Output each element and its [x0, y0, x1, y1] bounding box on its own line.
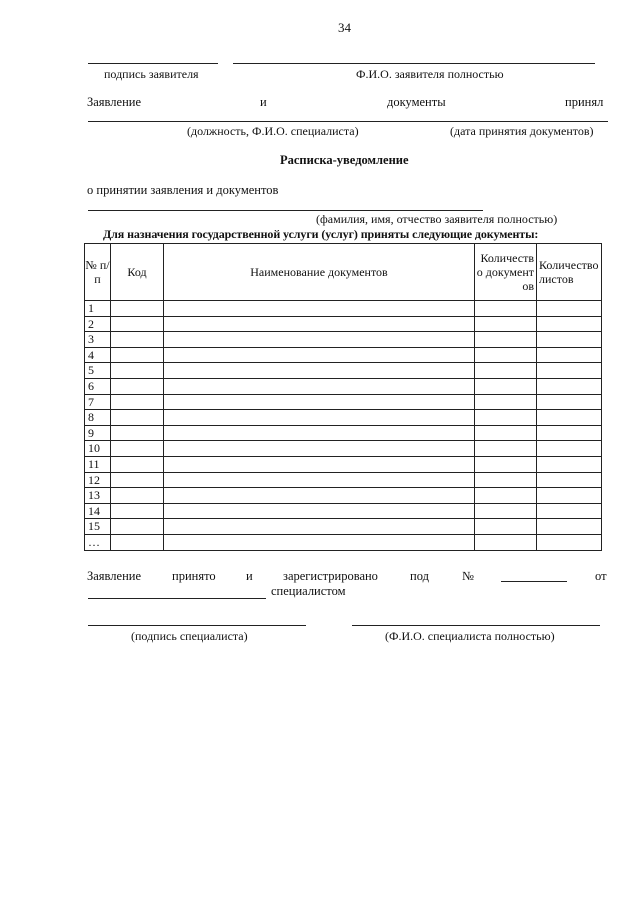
row-cell-name [164, 410, 475, 426]
row-cell-num: 8 [85, 410, 111, 426]
row-cell-qty-docs [475, 472, 537, 488]
row-cell-code [111, 378, 164, 394]
reg-date-line [88, 598, 266, 599]
table-row [85, 410, 602, 426]
row-cell-qty-docs [475, 316, 537, 332]
row-cell-qty-docs [475, 394, 537, 410]
row-cell-num: 4 [85, 347, 111, 363]
row-cell-num: 13 [85, 488, 111, 504]
table-row [85, 378, 602, 394]
row-cell-name [164, 441, 475, 457]
row-cell-num: 3 [85, 332, 111, 348]
applicant-signature-caption: подпись заявителя [104, 67, 199, 81]
row-cell-qty-docs [475, 441, 537, 457]
accepted-word-received: принял [565, 95, 604, 109]
row-cell-qty-sheets [537, 301, 602, 317]
row-cell-name [164, 488, 475, 504]
row-cell-code [111, 472, 164, 488]
table-row [85, 441, 602, 457]
table-row [85, 456, 602, 472]
receipt-subtitle: о принятии заявления и документов [87, 183, 279, 197]
table-row [85, 363, 602, 379]
row-cell-qty-docs [475, 332, 537, 348]
row-cell-num: 11 [85, 456, 111, 472]
specialist-signature-line [88, 625, 306, 626]
row-cell-name [164, 534, 475, 550]
applicant-name-caption: Ф.И.О. заявителя полностью [356, 67, 504, 81]
header-name: Наименование документов [164, 244, 475, 301]
reg-word-statement: Заявление [87, 569, 142, 583]
row-cell-qty-docs [475, 425, 537, 441]
table-row [85, 394, 602, 410]
applicant-name-line [233, 63, 595, 64]
reg-word-from: от [595, 569, 607, 583]
row-cell-name [164, 363, 475, 379]
reg-word-registered: зарегистрировано [283, 569, 378, 583]
row-cell-code [111, 456, 164, 472]
row-cell-code [111, 301, 164, 317]
row-cell-num: 10 [85, 441, 111, 457]
row-cell-qty-sheets [537, 316, 602, 332]
row-cell-code [111, 394, 164, 410]
accepted-word-documents: документы [387, 95, 446, 109]
specialist-name-caption: (Ф.И.О. специалиста полностью) [385, 629, 555, 643]
table-row [85, 316, 602, 332]
row-cell-qty-sheets [537, 472, 602, 488]
row-cell-name [164, 301, 475, 317]
row-cell-qty-sheets [537, 363, 602, 379]
page-number: 34 [338, 20, 351, 35]
accepted-word-and: и [260, 95, 267, 109]
header-code: Код [111, 244, 164, 301]
row-cell-code [111, 425, 164, 441]
specialist-position-caption: (должность, Ф.И.О. специалиста) [187, 124, 359, 138]
table-header-row [85, 244, 602, 301]
table-row [85, 425, 602, 441]
row-cell-num: 5 [85, 363, 111, 379]
row-cell-qty-docs [475, 410, 537, 426]
acceptance-date-caption: (дата принятия документов) [450, 124, 594, 138]
specialist-line [88, 121, 608, 122]
table-row [85, 488, 602, 504]
row-cell-code [111, 332, 164, 348]
row-cell-qty-sheets [537, 534, 602, 550]
table-row [85, 519, 602, 535]
row-cell-name [164, 425, 475, 441]
row-cell-name [164, 519, 475, 535]
row-cell-qty-sheets [537, 347, 602, 363]
applicant-fullname-line [88, 210, 483, 211]
reg-word-accepted: принято [172, 569, 216, 583]
row-cell-name [164, 347, 475, 363]
row-cell-qty-docs [475, 378, 537, 394]
row-cell-code [111, 519, 164, 535]
row-cell-code [111, 410, 164, 426]
table-heading: Для назначения государственной услуги (услуг) приняты следующие документы: [103, 227, 539, 241]
reg-word-and: и [246, 569, 253, 583]
row-cell-name [164, 332, 475, 348]
row-cell-code [111, 534, 164, 550]
row-cell-qty-sheets [537, 441, 602, 457]
row-cell-qty-sheets [537, 519, 602, 535]
row-cell-code [111, 347, 164, 363]
row-cell-qty-docs [475, 363, 537, 379]
row-cell-qty-sheets [537, 488, 602, 504]
table-row [85, 472, 602, 488]
row-cell-qty-docs [475, 519, 537, 535]
applicant-fullname-caption: (фамилия, имя, отчество заявителя полностью) [316, 212, 558, 226]
header-qty-docs: Количество документов [475, 244, 537, 301]
row-cell-name [164, 503, 475, 519]
applicant-signature-line [88, 63, 218, 64]
reg-number-sign: № [462, 569, 474, 583]
accepted-word-statement: Заявление [87, 95, 142, 109]
row-cell-qty-docs [475, 301, 537, 317]
row-cell-qty-sheets [537, 378, 602, 394]
table-row [85, 503, 602, 519]
row-cell-num: 2 [85, 316, 111, 332]
row-cell-qty-sheets [537, 332, 602, 348]
row-cell-num: 6 [85, 378, 111, 394]
row-cell-code [111, 441, 164, 457]
table-row [85, 347, 602, 363]
row-cell-num: 14 [85, 503, 111, 519]
reg-word-under: под [410, 569, 429, 583]
row-cell-name [164, 378, 475, 394]
row-cell-qty-docs [475, 347, 537, 363]
row-cell-code [111, 503, 164, 519]
receipt-title: Расписка-уведомление [280, 153, 409, 167]
row-cell-code [111, 488, 164, 504]
reg-number-line [501, 581, 567, 582]
row-cell-num: 7 [85, 394, 111, 410]
row-cell-num: 9 [85, 425, 111, 441]
row-cell-qty-sheets [537, 394, 602, 410]
table-row [85, 332, 602, 348]
row-cell-qty-sheets [537, 456, 602, 472]
row-cell-name [164, 394, 475, 410]
row-cell-qty-docs [475, 488, 537, 504]
header-num: № п/п [85, 244, 111, 301]
header-qty-sheets: Количество листов [537, 244, 602, 301]
row-cell-name [164, 456, 475, 472]
row-cell-num: … [85, 534, 111, 550]
row-cell-qty-sheets [537, 503, 602, 519]
table-row [85, 534, 602, 550]
row-cell-qty-sheets [537, 410, 602, 426]
row-cell-qty-docs [475, 534, 537, 550]
row-cell-qty-docs [475, 456, 537, 472]
row-cell-num: 1 [85, 301, 111, 317]
table-row [85, 301, 602, 317]
row-cell-num: 12 [85, 472, 111, 488]
reg-by-specialist: специалистом [271, 584, 346, 598]
row-cell-code [111, 363, 164, 379]
specialist-name-line [352, 625, 600, 626]
row-cell-num: 15 [85, 519, 111, 535]
row-cell-qty-docs [475, 503, 537, 519]
row-cell-name [164, 316, 475, 332]
documents-table [84, 243, 602, 551]
row-cell-name [164, 472, 475, 488]
specialist-signature-caption: (подпись специалиста) [131, 629, 248, 643]
row-cell-code [111, 316, 164, 332]
row-cell-qty-sheets [537, 425, 602, 441]
